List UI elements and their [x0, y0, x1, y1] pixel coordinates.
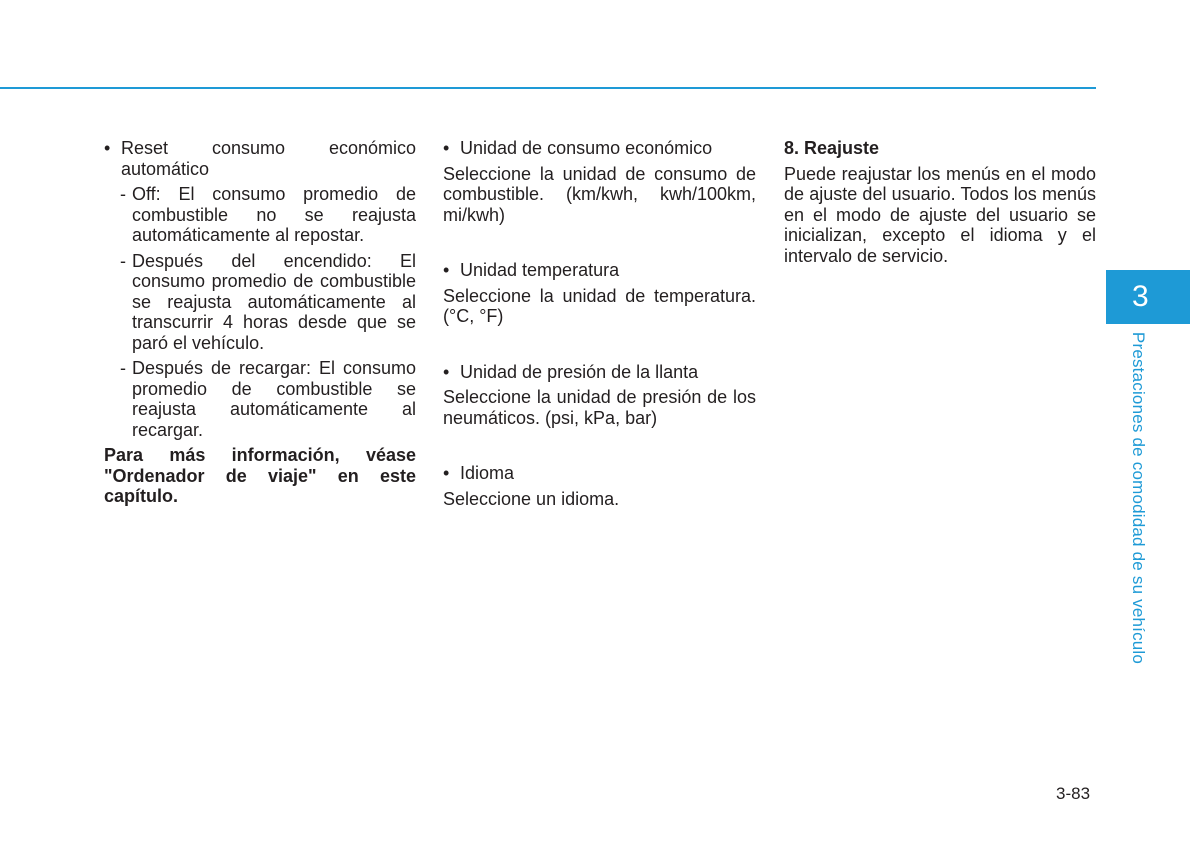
bullet-dot: • — [443, 463, 450, 483]
bullet-dot: • — [443, 361, 450, 382]
bullet-unidad-consumo — [443, 138, 756, 159]
bullet-dot: • — [443, 138, 450, 158]
bullet-reset-consumo — [104, 138, 416, 179]
bullet-dot: • — [104, 138, 111, 158]
bullet-text: Unidad de consumo económico — [460, 138, 713, 158]
column-1 — [104, 138, 416, 507]
dash-marker: - — [120, 250, 126, 271]
sub-item-text: Después del encendido: El consumo promedio de combustible se reajusta automáticamente al transcurrir 4 horas desde que se paró el vehículo. — [132, 250, 416, 353]
bullet-unidad-temperatura — [443, 260, 756, 281]
bullet-unidad-presion — [443, 362, 756, 383]
section-text: Seleccione un idioma. — [443, 488, 620, 509]
column-3 — [784, 138, 1096, 266]
info-note: Para más información, véase "Ordenador de viaje" en este capítulo. — [104, 445, 416, 506]
sub-item-despues-encendido — [104, 251, 416, 354]
bullet-text: Unidad temperatura — [460, 260, 620, 280]
sub-item-text: Después de recargar: El consumo promedio de combustible se reajusta automáticamente al recargar. — [132, 358, 416, 440]
chapter-title: Prestaciones de comodidad de su vehículo — [1129, 331, 1148, 665]
bullet-idioma — [443, 463, 756, 484]
bullet-dot: • — [443, 260, 450, 280]
section-text: Seleccione la unidad de temperatura. (°C, °F) — [443, 285, 756, 326]
header-rule — [0, 87, 1096, 89]
bullet-text: Idioma — [460, 463, 515, 483]
bullet-text: Unidad de presión de la llanta — [460, 361, 699, 382]
dash-marker: - — [120, 184, 126, 204]
sub-item-despues-recargar — [104, 358, 416, 440]
dash-marker: - — [120, 358, 126, 378]
bullet-text: Reset consumo económico automático — [121, 138, 416, 179]
column-2 — [443, 138, 756, 509]
section-text: Seleccione la unidad de consumo de combustible. (km/kwh, kwh/100km, mi/kwh) — [443, 163, 756, 225]
sub-item-off — [104, 184, 416, 246]
section-text-reajuste: Puede reajustar los menús en el modo de ajuste del usuario. Todos los menús en el modo de ajuste del usuario se inicializan, excepto el idioma y el intervalo de servicio. — [784, 163, 1096, 266]
section-heading-reajuste: 8. Reajuste — [784, 138, 880, 158]
sub-item-text: Off: El consumo promedio de combustible no se reajusta automáticamente al repostar. — [132, 184, 416, 245]
page-number: 3-83 — [1056, 784, 1091, 803]
section-text: Seleccione la unidad de presión de los neumáticos. (psi, kPa, bar) — [443, 387, 756, 428]
chapter-tab: 3 — [1106, 270, 1190, 324]
